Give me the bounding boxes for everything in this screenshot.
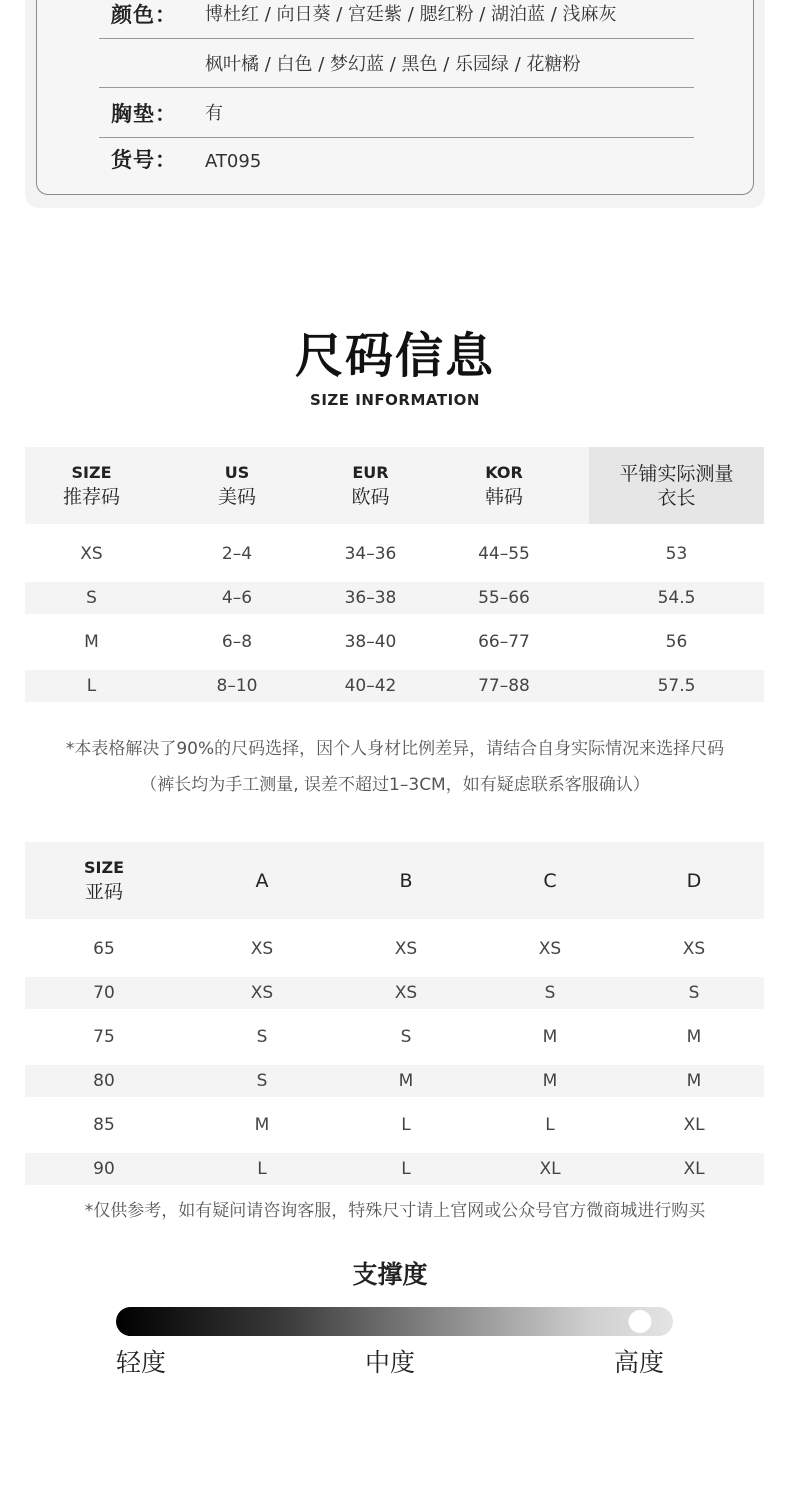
spec-value-sku: AT095 [205, 151, 262, 172]
spec-row-pad [99, 88, 694, 138]
header-cup-d-label: D [686, 869, 702, 892]
cell: 40–42 [344, 676, 397, 696]
cell: XL [539, 1159, 561, 1179]
table-row [25, 1065, 764, 1097]
cell: L [401, 1115, 411, 1135]
cell: L [86, 676, 97, 696]
cell: XS [250, 939, 274, 959]
cell: 65 [93, 939, 115, 959]
support-level-bar [116, 1307, 673, 1336]
table-row [25, 626, 764, 658]
header-size-cn: 推荐码 [62, 485, 120, 508]
cell: 56 [665, 632, 688, 652]
cell: 57.5 [657, 676, 696, 696]
spec-card [36, 0, 754, 195]
cell: XL [683, 1159, 705, 1179]
header-length-line1: 平铺实际测量 [619, 462, 734, 485]
cell: M [542, 1071, 558, 1091]
header-length-line2: 衣长 [657, 486, 696, 509]
cell: S [256, 1071, 268, 1091]
table-row [25, 977, 764, 1009]
header-cup-a [190, 842, 334, 919]
header-cup-b-label: B [399, 869, 413, 892]
header-kor [425, 447, 583, 524]
cell: 70 [93, 983, 115, 1003]
table-row [25, 1021, 764, 1053]
header-cup-c [478, 842, 622, 919]
spec-row-color [99, 0, 694, 39]
table-row [25, 582, 764, 614]
header-size-en: SIZE [71, 462, 112, 482]
cell: 85 [93, 1115, 115, 1135]
size-table [25, 447, 764, 702]
header-eur [316, 447, 425, 524]
header-us-en: US [224, 462, 250, 482]
spec-label-pad: 胸垫： [111, 102, 177, 126]
cell: S [256, 1027, 268, 1047]
support-title: 支撑度 [352, 1260, 428, 1289]
spec-value-color-cont: 枫叶橘 / 白色 / 梦幻蓝 / 黑色 / 乐园绿 / 花糖粉 [205, 54, 581, 75]
section-title: 尺码信息 [294, 328, 495, 384]
header-cup-d [622, 842, 766, 919]
cell: S [86, 588, 97, 608]
cell: M [398, 1071, 414, 1091]
cell: 38–40 [344, 632, 397, 652]
table-row [25, 670, 764, 702]
cell: 66–77 [478, 632, 530, 652]
support-label-low: 轻度 [116, 1348, 167, 1377]
cell: 8–10 [216, 676, 258, 696]
support-label-high: 高度 [614, 1348, 665, 1377]
cell: S [688, 983, 700, 1003]
section-subtitle: SIZE INFORMATION [310, 391, 480, 409]
table-row [25, 1153, 764, 1185]
cell: XS [394, 939, 418, 959]
header-eur-cn: 欧码 [351, 485, 390, 508]
spec-row-color-cont [99, 39, 694, 88]
support-label-mid: 中度 [365, 1348, 416, 1377]
cell: M [542, 1027, 558, 1047]
cell: M [686, 1071, 702, 1091]
header-size [25, 447, 158, 524]
header-length [589, 447, 764, 524]
header-kor-en: KOR [485, 462, 523, 482]
cell: XS [250, 983, 274, 1003]
cell: M [84, 632, 99, 652]
cell: M [686, 1027, 702, 1047]
cell: 55–66 [478, 588, 530, 608]
cell: S [544, 983, 556, 1003]
cup-size-table [25, 842, 764, 1186]
support-level-indicator [628, 1310, 651, 1333]
cell: XS [682, 939, 706, 959]
cell: 2–4 [221, 544, 253, 564]
header-cup-a-label: A [255, 869, 269, 892]
cell: 77–88 [478, 676, 530, 696]
cell: 34–36 [344, 544, 397, 564]
cell: XS [80, 544, 103, 564]
cup-table-header [25, 842, 764, 919]
cell: 44–55 [478, 544, 530, 564]
header-cup-c-label: C [543, 869, 557, 892]
cell: L [401, 1159, 411, 1179]
cell: 75 [93, 1027, 115, 1047]
size-table-header [25, 447, 764, 524]
size-note-line2: （裤长均为手工测量, 误差不超过1–3CM，如有疑虑联系客服确认） [140, 775, 650, 795]
cell: 90 [93, 1159, 115, 1179]
header-eur-en: EUR [352, 462, 389, 482]
spec-label-sku: 货号： [111, 148, 177, 172]
cell: XL [683, 1115, 705, 1135]
cell: S [400, 1027, 412, 1047]
cell: 53 [665, 544, 688, 564]
cell: L [545, 1115, 555, 1135]
table-row [25, 933, 764, 965]
cell: 4–6 [221, 588, 253, 608]
spec-row-sku [99, 138, 694, 188]
cell: 54.5 [657, 588, 696, 608]
cell: 36–38 [344, 588, 397, 608]
spec-label-color: 颜色： [111, 3, 177, 27]
header-asia-size [25, 842, 183, 919]
cell: 80 [93, 1071, 115, 1091]
cell: XS [394, 983, 418, 1003]
table-row [25, 1109, 764, 1141]
cell: XS [538, 939, 562, 959]
cell: M [254, 1115, 270, 1135]
cup-note: *仅供参考，如有疑问请咨询客服，特殊尺寸请上官网或公众号官方微商城进行购买 [84, 1201, 706, 1221]
cell: L [257, 1159, 267, 1179]
cell: 6–8 [221, 632, 253, 652]
header-kor-cn: 韩码 [484, 485, 523, 508]
spec-value-pad: 有 [205, 103, 223, 124]
header-us [158, 447, 316, 524]
table-row [25, 538, 764, 570]
size-note-line1: *本表格解决了90%的尺码选择，因个人身材比例差异，请结合自身实际情况来选择尺码 [65, 739, 725, 759]
header-us-cn: 美码 [217, 485, 256, 508]
header-asia-size-en: SIZE [83, 857, 124, 877]
spec-value-color: 博杜红 / 向日葵 / 宫廷紫 / 腮红粉 / 湖泊蓝 / 浅麻灰 [205, 4, 617, 25]
header-asia-size-cn: 亚码 [84, 880, 123, 903]
header-cup-b [334, 842, 478, 919]
